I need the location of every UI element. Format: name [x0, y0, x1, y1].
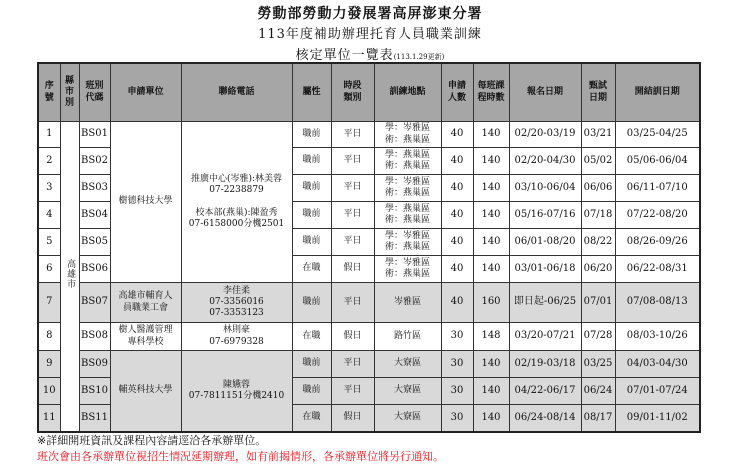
- course-hours: 140: [473, 378, 509, 405]
- col-header-text: 報名日期: [526, 86, 563, 97]
- training-location-line: 術：燕巢區: [384, 134, 430, 145]
- signup-date: 02/19-03/18: [509, 351, 581, 378]
- time-type: 假日: [331, 405, 374, 433]
- applicant-count: 30: [441, 378, 473, 405]
- course-hours: 140: [473, 229, 509, 256]
- training-period: 07/22-08/20: [615, 202, 700, 229]
- applicant-count: 40: [441, 229, 473, 256]
- exam-date: 08/22: [581, 229, 615, 256]
- table-row: [38, 351, 700, 378]
- applicant-unit: 樹人醫護管理專科學校: [110, 323, 181, 351]
- exam-date: 03/25: [581, 351, 615, 378]
- signup-date: 03/20-07/21: [509, 323, 581, 351]
- col-header-text: 代碼: [85, 92, 104, 103]
- contact-info-line: 07-3353123: [209, 308, 264, 319]
- col-header-text: 聯絡電話: [218, 86, 255, 97]
- program-title: 113年度補助辦理托育人員職業訓練: [258, 27, 482, 42]
- contact-info: [181, 323, 292, 351]
- col-header-text: 類別: [343, 92, 362, 103]
- training-location-line: 術：燕巢區: [384, 161, 430, 171]
- course-hours: 140: [473, 148, 509, 175]
- col-header-text: 號: [44, 92, 54, 103]
- table-row: [38, 323, 700, 351]
- time-type: 平日: [331, 122, 374, 148]
- class-code: BS09: [79, 351, 110, 378]
- applicant-unit: 輔英科技大學: [110, 351, 181, 433]
- attribute: 職前: [292, 378, 331, 405]
- training-period: 08/26-09/26: [615, 229, 700, 256]
- course-hours: 140: [473, 122, 509, 148]
- col-header-location: [374, 63, 441, 122]
- col-header-county: [60, 63, 79, 122]
- col-header-text: 申請: [447, 81, 466, 92]
- contact-info: [181, 351, 292, 433]
- attribute: 職前: [292, 148, 331, 175]
- contact-info-line: 07-3356016: [209, 296, 264, 307]
- contact-info-line: 07-6979328: [209, 336, 264, 347]
- training-location: [374, 175, 441, 202]
- row-number: 9: [38, 351, 60, 378]
- class-code: BS10: [79, 378, 110, 405]
- training-period: 05/06-06/04: [615, 148, 700, 175]
- contact-info-line: 07-6158000分機2501: [188, 218, 285, 229]
- signup-date: 即日起-06/25: [509, 283, 581, 323]
- col-header-text: 開結訓日期: [634, 86, 680, 97]
- applicant-unit: 高雄市輔育人員職業工會: [110, 283, 181, 323]
- training-location-line: 大寮區: [393, 385, 421, 396]
- course-hours: 140: [473, 256, 509, 283]
- training-period: 04/03-04/30: [615, 351, 700, 378]
- class-code: BS11: [79, 405, 110, 433]
- applicant-count: 40: [441, 283, 473, 323]
- row-number: 2: [38, 148, 60, 175]
- col-header-text: 班別: [85, 81, 104, 92]
- time-type: 假日: [331, 323, 374, 351]
- col-header-class-code: [79, 63, 110, 122]
- signup-date: 04/22-06/17: [509, 378, 581, 405]
- training-location: [374, 229, 441, 256]
- attribute: 職前: [292, 122, 331, 148]
- col-header-attribute: [292, 63, 331, 122]
- time-type: 平日: [331, 351, 374, 378]
- training-location: [374, 122, 441, 148]
- class-code: BS05: [79, 229, 110, 256]
- col-header-time-type: [331, 63, 374, 122]
- training-period: 06/11-07/10: [615, 175, 700, 202]
- signup-date: 06/01-08/20: [509, 229, 581, 256]
- exam-date: 08/17: [581, 405, 615, 433]
- detail-note: ※詳細開班資訊及課程內容請逕洽各承辦單位。: [37, 434, 267, 447]
- county-cell: [60, 122, 79, 433]
- time-type: 假日: [331, 256, 374, 283]
- applicant-count: 40: [441, 122, 473, 148]
- row-number: 4: [38, 202, 60, 229]
- training-location-line: 術：燕巢區: [384, 188, 430, 198]
- training-location-line: 學：燕巢區: [384, 203, 430, 214]
- training-location: [374, 256, 441, 283]
- row-number: 8: [38, 323, 60, 351]
- contact-info: [181, 283, 292, 323]
- list-title: [0, 44, 740, 63]
- training-location-line: 學：岑雅區: [384, 123, 430, 134]
- col-header-text: 別: [64, 98, 74, 109]
- training-location-line: 大寮區: [393, 412, 421, 423]
- training-location-line: 學：燕巢區: [384, 149, 430, 160]
- col-header-training-period: [615, 63, 700, 122]
- col-header-unit: [110, 63, 181, 122]
- exam-date: 07/01: [581, 283, 615, 323]
- contact-info-line: 07-2238879: [209, 185, 264, 196]
- signup-date: 03/10-06/04: [509, 175, 581, 202]
- table-header-row: [38, 63, 700, 122]
- col-header-text: 序: [44, 81, 54, 92]
- attribute: 在職: [292, 405, 331, 433]
- course-hours: 140: [473, 202, 509, 229]
- exam-date: 06/20: [581, 256, 615, 283]
- training-location-line: 學：岑雅區: [384, 230, 430, 241]
- col-header-text: 市: [64, 86, 74, 97]
- contact-info-line: 推廣中心(岑雅):林美蓉: [190, 173, 283, 184]
- attribute: 在職: [292, 323, 331, 351]
- training-period: 07/01-07/24: [615, 378, 700, 405]
- col-header-hours: [473, 63, 509, 122]
- col-header-signup-date: [509, 63, 581, 122]
- training-period: 07/08-08/13: [615, 283, 700, 323]
- time-type: 平日: [331, 229, 374, 256]
- training-location: [374, 351, 441, 378]
- row-number: 6: [38, 256, 60, 283]
- signup-date: 02/20-03/19: [509, 122, 581, 148]
- table-row: [38, 122, 700, 148]
- contact-info-line: 李佳柔: [222, 285, 250, 296]
- signup-date: 06/24-08/14: [509, 405, 581, 433]
- training-location-line: 術：燕巢區: [384, 269, 430, 279]
- training-location: [374, 283, 441, 323]
- contact-info-line: 07-7811151分機2410: [188, 391, 285, 401]
- list-title-text: 核定單位一覽表: [295, 48, 394, 63]
- training-location: [374, 202, 441, 229]
- training-location-line: 岑雅區: [393, 296, 421, 307]
- time-type: 平日: [331, 202, 374, 229]
- row-number: 3: [38, 175, 60, 202]
- exam-date: 07/28: [581, 323, 615, 351]
- attribute: 職前: [292, 351, 331, 378]
- col-header-text: 每班課: [477, 81, 505, 92]
- course-hours: 140: [473, 405, 509, 433]
- class-code: BS04: [79, 202, 110, 229]
- applicant-count: 40: [441, 202, 473, 229]
- applicant-unit: 樹德科技大學: [110, 122, 181, 283]
- col-header-seq: [38, 63, 60, 122]
- approved-units-table: [37, 62, 701, 433]
- course-hours: 140: [473, 351, 509, 378]
- col-header-text: 屬性: [302, 86, 321, 97]
- exam-date: 07/18: [581, 202, 615, 229]
- class-code: BS06: [79, 256, 110, 283]
- course-hours: 148: [473, 323, 509, 351]
- col-header-text: 申請單位: [127, 86, 164, 97]
- training-location-line: 術：燕巢區: [384, 242, 430, 252]
- col-header-text: 甄試: [588, 81, 607, 92]
- table-row: [38, 283, 700, 323]
- course-hours: 140: [473, 175, 509, 202]
- class-code: BS01: [79, 122, 110, 148]
- signup-date: 02/20-04/30: [509, 148, 581, 175]
- time-type: 平日: [331, 148, 374, 175]
- attribute: 在職: [292, 256, 331, 283]
- training-period: 06/22-08/31: [615, 256, 700, 283]
- training-location-line: 路竹區: [393, 330, 421, 341]
- col-header-applicants: [441, 63, 473, 122]
- signup-date: 03/01-06/18: [509, 256, 581, 283]
- postpone-warning: 班次會由各承辦單位視招生情況延期辦理，如有前揭情形，各承辦單位將另行通知。: [37, 450, 444, 463]
- applicant-count: 30: [441, 405, 473, 433]
- row-number: 10: [38, 378, 60, 405]
- col-header-text: 縣: [64, 75, 74, 86]
- applicant-count: 40: [441, 175, 473, 202]
- contact-info: [181, 122, 292, 283]
- contact-info-line: 校本部(燕巢):陳盈秀: [195, 207, 278, 218]
- time-type: 平日: [331, 283, 374, 323]
- class-code: BS03: [79, 175, 110, 202]
- row-number: 11: [38, 405, 60, 433]
- signup-date: 05/16-07/16: [509, 202, 581, 229]
- exam-date: 06/24: [581, 378, 615, 405]
- training-location-line: 學：岑雅區: [384, 257, 430, 268]
- row-number: 7: [38, 283, 60, 323]
- training-period: 03/25-04/25: [615, 122, 700, 148]
- applicant-count: 30: [441, 351, 473, 378]
- time-type: 平日: [331, 175, 374, 202]
- col-header-text: 人數: [447, 92, 466, 103]
- class-code: BS07: [79, 283, 110, 323]
- class-code: BS02: [79, 148, 110, 175]
- training-location-line: 術：燕巢區: [384, 215, 430, 225]
- training-period: 09/01-11/02: [615, 405, 700, 433]
- county-text: 高雄市: [65, 259, 76, 290]
- training-location: [374, 323, 441, 351]
- col-header-text: 時段: [343, 81, 362, 92]
- course-hours: 160: [473, 283, 509, 323]
- col-header-text: 訓練地點: [389, 86, 426, 97]
- col-header-exam-date: [581, 63, 615, 122]
- update-note: (113.1.29更新): [393, 53, 445, 61]
- col-header-contact: [181, 63, 292, 122]
- contact-info-line: 林則豪: [222, 325, 250, 336]
- attribute: 職前: [292, 175, 331, 202]
- class-code: BS08: [79, 323, 110, 351]
- col-header-text: 日期: [588, 92, 607, 103]
- time-type: 平日: [331, 378, 374, 405]
- training-location: [374, 378, 441, 405]
- attribute: 職前: [292, 202, 331, 229]
- attribute: 職前: [292, 283, 331, 323]
- applicant-count: 40: [441, 148, 473, 175]
- exam-date: 05/02: [581, 148, 615, 175]
- applicant-count: 30: [441, 323, 473, 351]
- exam-date: 06/06: [581, 175, 615, 202]
- training-location-line: 學：岑雅區: [384, 176, 430, 187]
- training-location: [374, 148, 441, 175]
- attribute: 職前: [292, 229, 331, 256]
- applicant-count: 40: [441, 256, 473, 283]
- row-number: 5: [38, 229, 60, 256]
- exam-date: 03/21: [581, 122, 615, 148]
- contact-info-line: 陳嬿蓉: [222, 379, 250, 390]
- row-number: 1: [38, 122, 60, 148]
- training-location-line: 大寮區: [393, 358, 421, 369]
- org-title: 勞動部勞動力發展署高屏澎東分署: [257, 6, 483, 22]
- col-header-text: 程時數: [477, 92, 505, 103]
- training-period: 08/03-10/26: [615, 323, 700, 351]
- training-location: [374, 405, 441, 433]
